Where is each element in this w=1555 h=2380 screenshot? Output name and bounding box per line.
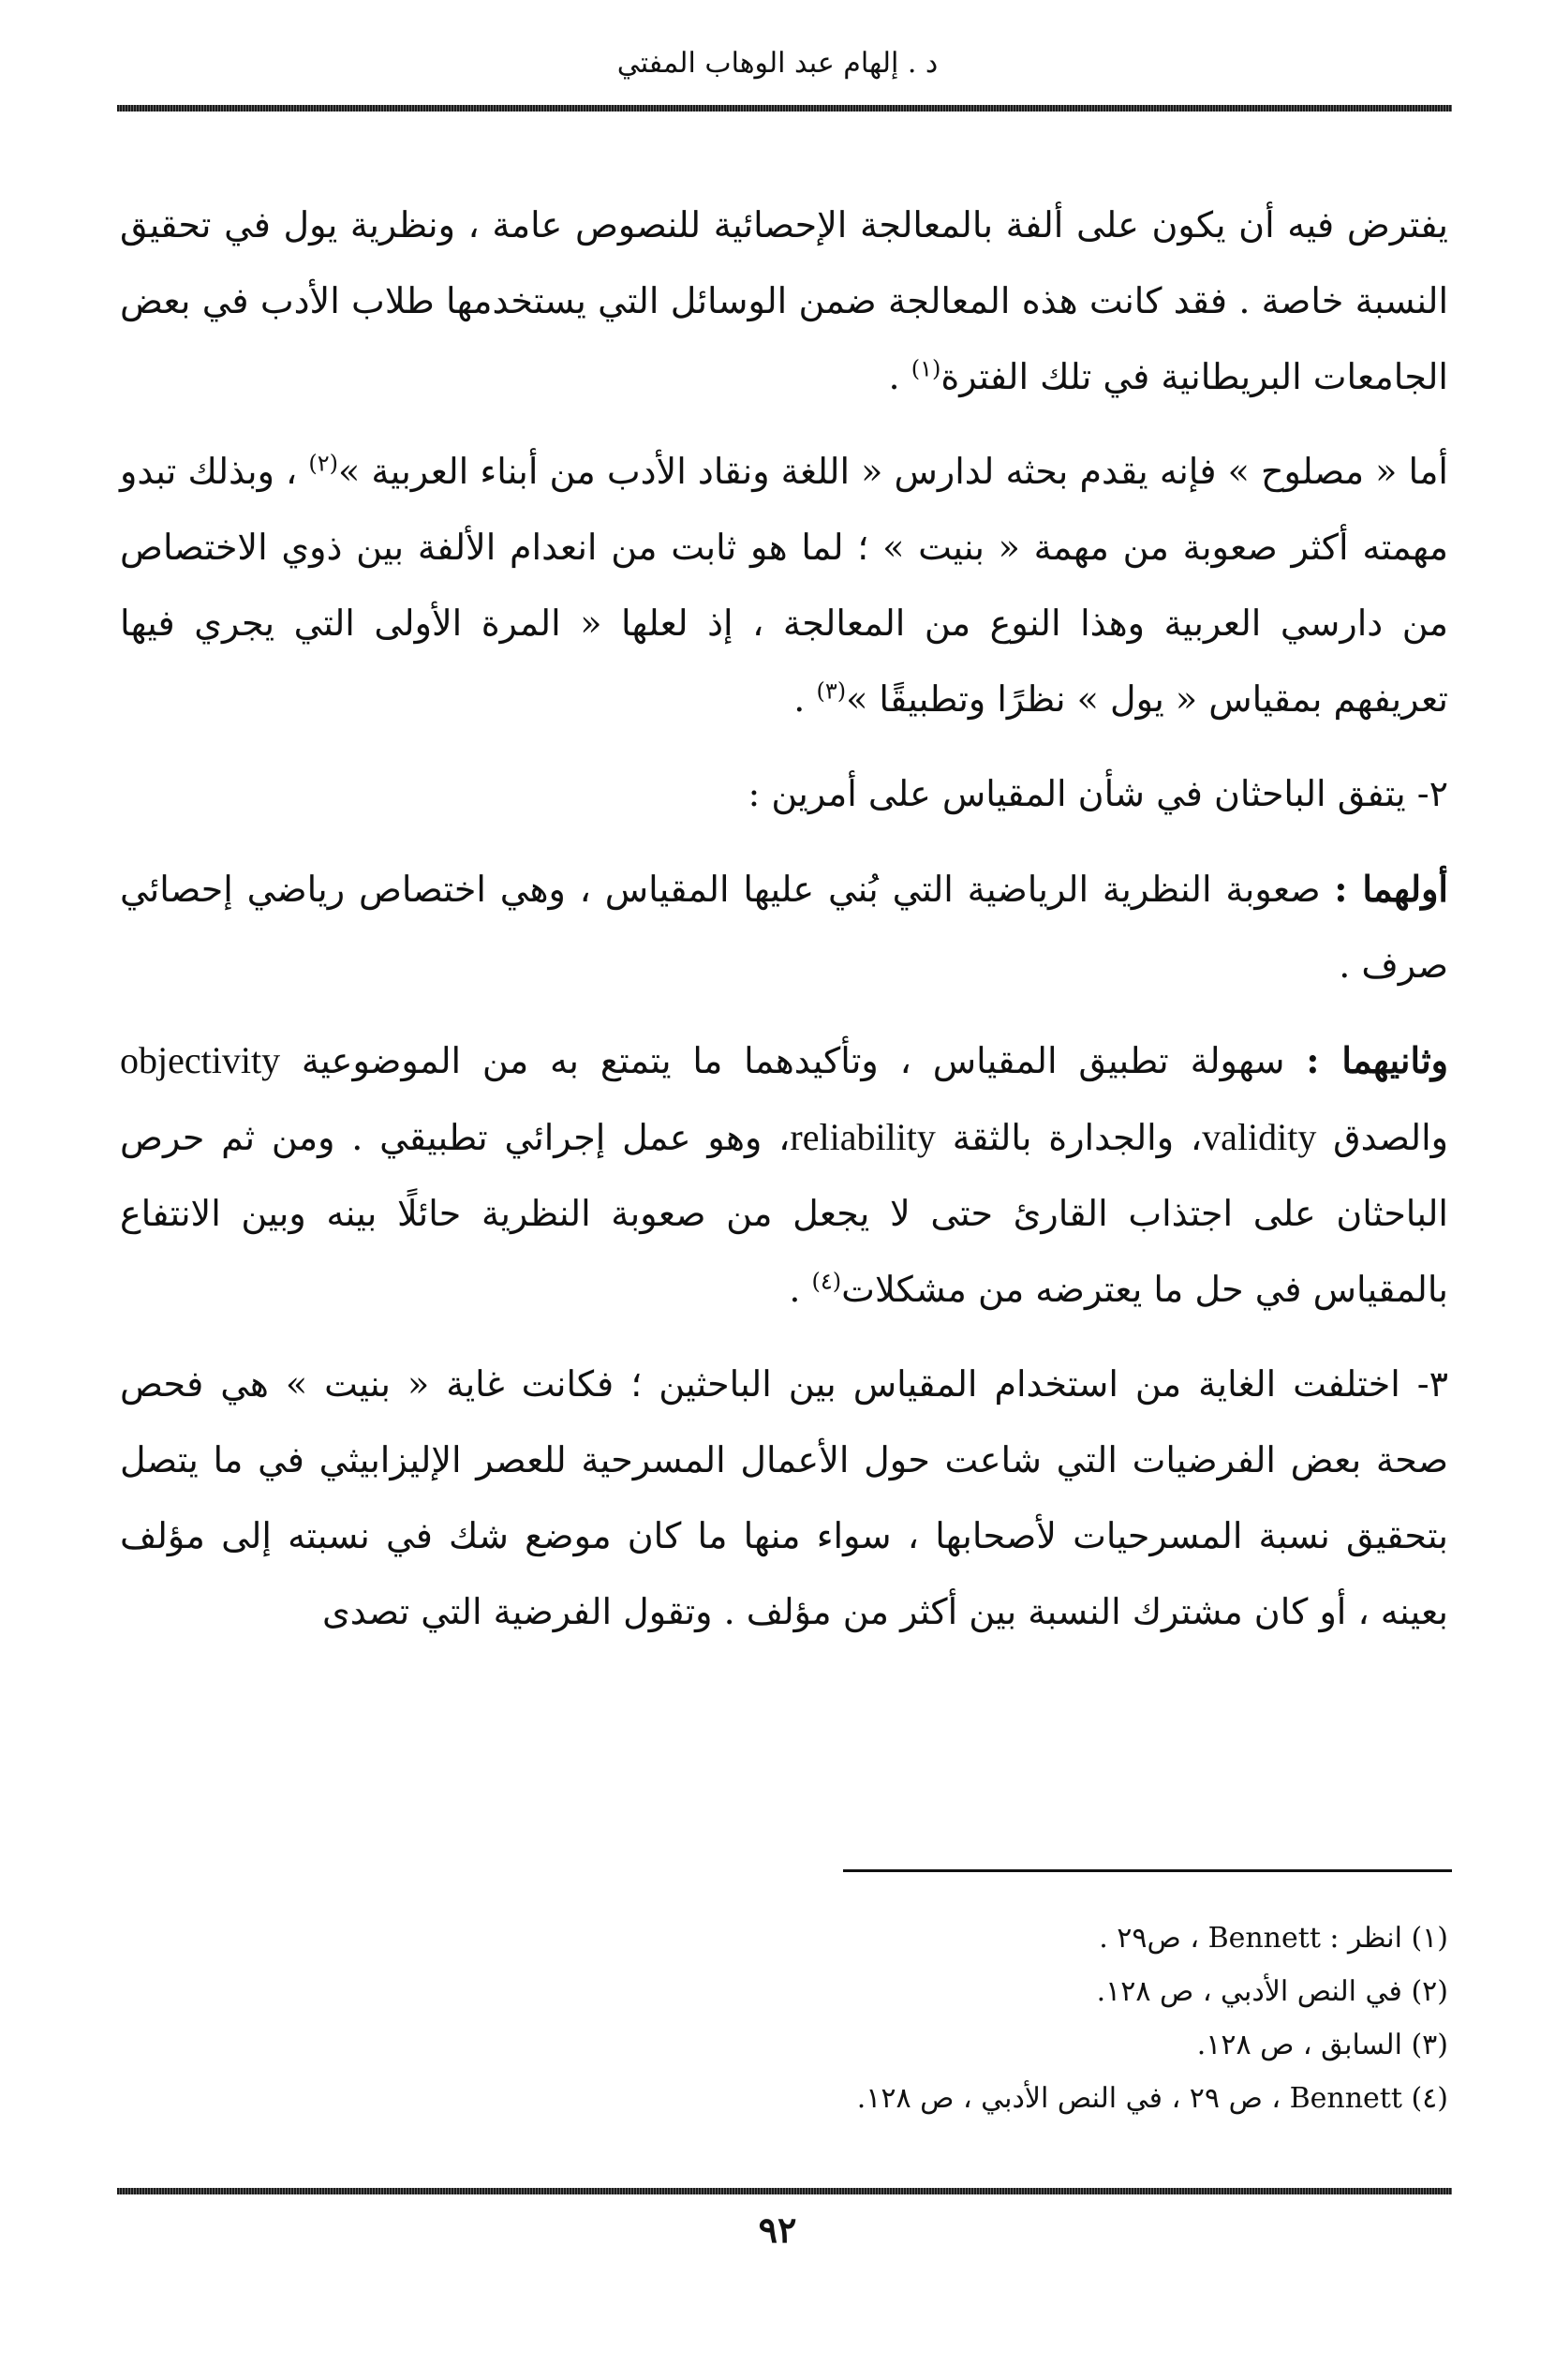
bottom-rule — [117, 2188, 1452, 2194]
footnote-4: (٤) Bennett ، ص ٢٩ ، في النص الأدبي ، ص ١٢٨. — [856, 2082, 1448, 2115]
paragraph-1 — [120, 187, 1448, 415]
paragraph-5-text-d: ، وهو عمل إجرائي تطبيقي . ومن ثم حرص الباحثان على اجتذاب القارئ حتى لا يجعل من صعوبة النظرية حائلًا بينه وبين الانتفاع بالمقياس في حل ما يعترضه من مشكلات — [120, 1117, 1448, 1310]
body-text — [120, 187, 1448, 1669]
paragraph-5-text-b: والصدق — [1316, 1117, 1449, 1158]
footnote-ref-2[interactable]: (٢) — [308, 450, 339, 477]
term-validity: validity — [1202, 1116, 1317, 1158]
footnote-ref-3[interactable]: (٣) — [816, 677, 847, 705]
footnote-ref-4[interactable]: (٤) — [811, 1268, 842, 1295]
paragraph-1-text: يفترض فيه أن يكون على ألفة بالمعالجة الإحصائية للنصوص عامة ، ونظرية يول في تحقيق النسبة خاصة . فقد كانت هذه المعالجة ضمن الوسائل التي يستخدمها طلاب الأدب في بعض الجامعات البريطانية في تلك الفترة — [120, 204, 1448, 397]
page-number: ٩٢ — [758, 2209, 797, 2251]
footnote-separator — [843, 1869, 1452, 1872]
paragraph-2-text-b: ، وبذلك تبدو مهمته أكثر صعوبة من مهمة « بنيت » ؛ لما هو ثابت من انعدام الألفة بين ذوي الاختصاص من دارسي العربية وهذا النوع من المعالجة ، إذ لعلها « المرة الأولى التي يجري فيها تعريفهم بمقياس « يول » نظرًا وتطبيقًا » — [120, 451, 1448, 720]
running-head: د . إلهام عبد الوهاب المفتي — [616, 47, 939, 80]
paragraph-1-end: . — [888, 356, 911, 397]
footnote-3: (٣) السابق ، ص ١٢٨. — [1196, 2029, 1448, 2061]
term-reliability: reliability — [790, 1116, 936, 1158]
term-objectivity: objectivity — [120, 1039, 281, 1081]
paragraph-3: ٢- يتفق الباحثان في شأن المقياس على أمرين : — [748, 773, 1448, 814]
footnote-ref-1[interactable]: (١) — [911, 355, 941, 382]
paragraph-5-text-a: سهولة تطبيق المقياس ، وتأكيدهما ما يتمتع به من الموضوعية — [280, 1040, 1307, 1081]
top-rule — [117, 105, 1452, 112]
paragraph-6: ٣- اختلفت الغاية من استخدام المقياس بين الباحثين ؛ فكانت غاية « بنيت » هي فحص صحة بعض الفرضيات التي شاعت حول الأعمال المسرحية للعصر الإليزابيثي في ما يتصل بتحقيق نسبة المسرحيات لأصحابها ، سواء منها ما كان موضع شك في نسبته إلى مؤلف بعينه ، أو كان مشترك النسبة بين أكثر من مؤلف . وتقول الفرضية التي تصدى — [120, 1363, 1448, 1632]
second-point-label: وثانيهما : — [1306, 1039, 1448, 1081]
paragraph-2-end: . — [793, 678, 817, 720]
paragraph-4 — [120, 851, 1448, 1004]
footnote-1: (١) انظر : Bennett ، ص٢٩ . — [1099, 1922, 1448, 1955]
footnotes — [120, 1911, 1448, 2125]
paragraph-2 — [120, 434, 1448, 737]
paragraph-5-end: . — [789, 1269, 812, 1310]
paragraph-5 — [120, 1022, 1448, 1328]
footnote-2: (٢) في النص الأدبي ، ص ١٢٨. — [1096, 1975, 1448, 2008]
paragraph-4-text: صعوبة النظرية الرياضية التي بُني عليها المقياس ، وهي اختصاص رياضي إحصائي صرف . — [120, 869, 1448, 986]
paragraph-5-text-c: ، والجدارة بالثقة — [935, 1117, 1203, 1158]
first-point-label: أولهما : — [1334, 868, 1448, 910]
paragraph-2-text: أما « مصلوح » فإنه يقدم بحثه لدارس « اللغة ونقاد الأدب من أبناء العربية » — [338, 451, 1448, 492]
